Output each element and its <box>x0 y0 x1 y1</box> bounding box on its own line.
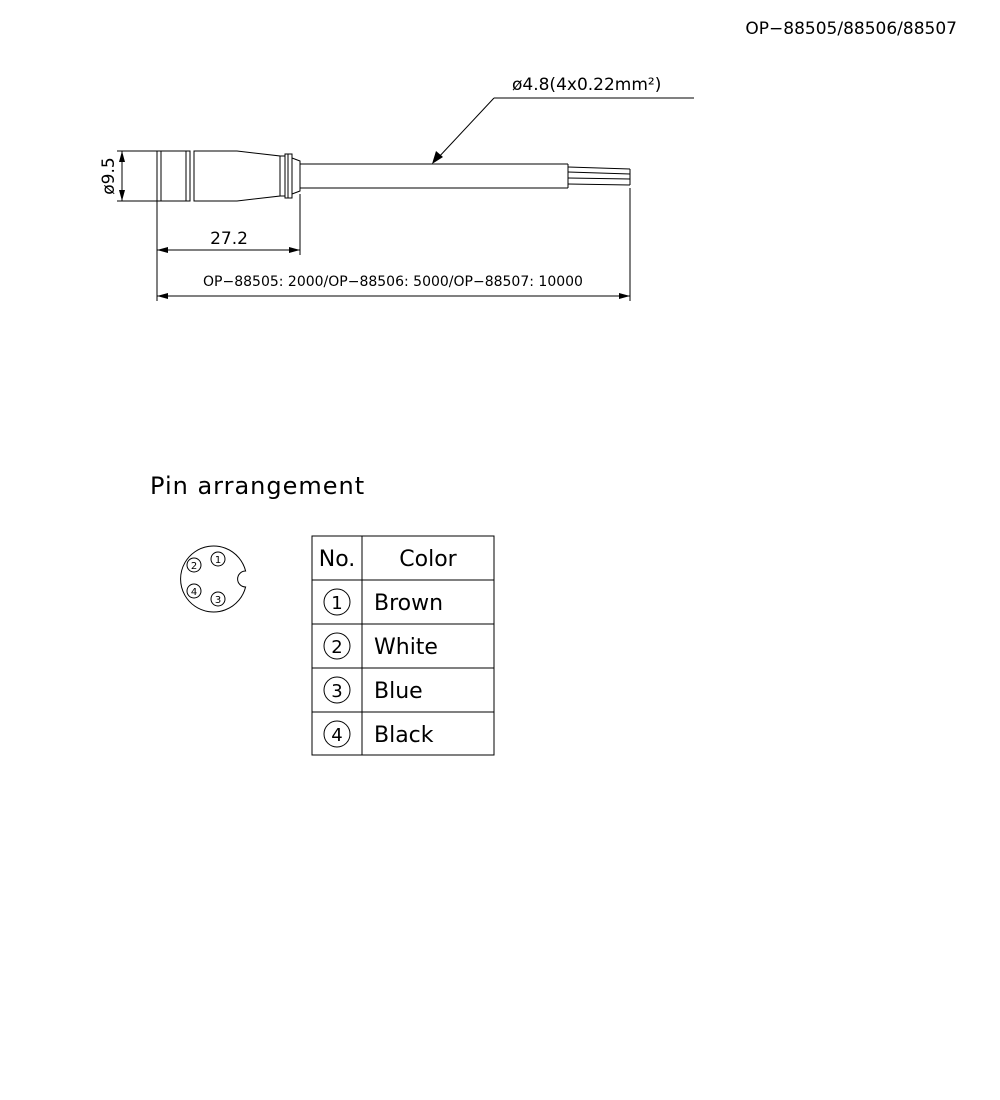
pin-4-mark <box>187 584 201 598</box>
connector-body <box>194 151 300 201</box>
table-row <box>324 721 434 748</box>
connector-face <box>181 546 246 612</box>
pin-number: 4 <box>331 725 343 746</box>
wire-color: Brown <box>374 591 444 616</box>
connector-length-label: 27.2 <box>210 229 248 249</box>
table-header-color: Color <box>399 547 457 572</box>
cable-jacket <box>300 164 568 188</box>
pin-number: 2 <box>331 637 343 658</box>
svg-text:2: 2 <box>190 561 198 572</box>
total-length-label: OP−88505: 2000/OP−88506: 5000/OP−88507: 10000 <box>203 274 583 290</box>
table-row <box>324 633 438 660</box>
wire-color: Black <box>374 723 434 748</box>
table-header-no: No. <box>318 547 356 572</box>
wire-color: Blue <box>374 679 423 704</box>
cable-spec-callout <box>432 75 694 164</box>
connector-nut <box>157 151 190 201</box>
pin-number: 3 <box>331 681 343 702</box>
wire-color: White <box>374 635 438 660</box>
cable-drawing <box>99 75 694 301</box>
table-row <box>324 677 423 704</box>
pin-3-mark <box>211 592 225 606</box>
total-length-dimension <box>157 274 630 299</box>
diameter-label: ø9.5 <box>99 157 119 195</box>
table-row <box>324 589 443 616</box>
pin-color-table <box>312 536 494 755</box>
connector-length-dimension <box>157 229 300 253</box>
part-number-header: OP−88505/88506/88507 <box>745 19 957 39</box>
pin-2-mark <box>187 558 201 572</box>
diameter-dimension <box>99 151 157 201</box>
svg-text:1: 1 <box>214 555 222 566</box>
svg-text:3: 3 <box>214 595 222 606</box>
cable-spec-label: ø4.8(4x0.22mm²) <box>512 75 662 95</box>
svg-text:4: 4 <box>190 587 198 598</box>
pin-number: 1 <box>331 593 343 614</box>
stripped-wires <box>568 167 630 185</box>
pin-section-title: Pin arrangement <box>150 472 366 500</box>
pin-1-mark <box>211 552 225 566</box>
